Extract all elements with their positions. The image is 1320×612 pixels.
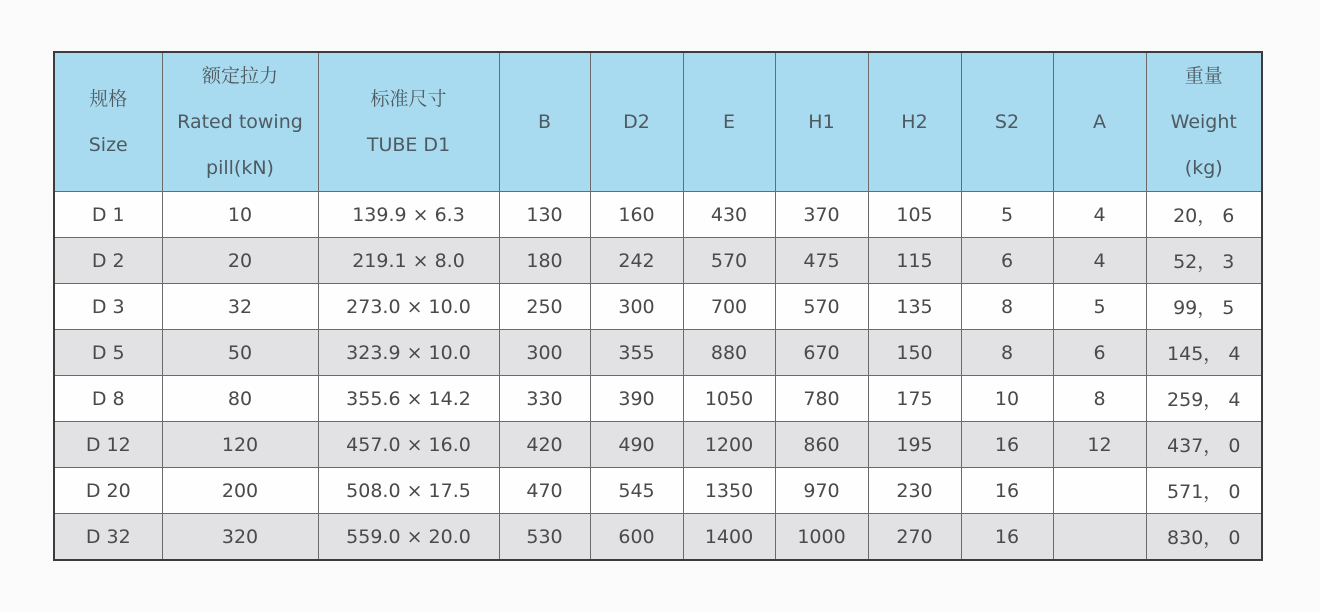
table-row [54,514,1262,561]
size-cell: D 32 [54,514,162,561]
table-row [54,192,1262,238]
tube-d1-cell: 559.0 × 20.0 [318,514,499,561]
e-header [683,52,775,192]
table-row [54,238,1262,284]
rated-towing-cell: 10 [162,192,318,238]
tube-d1-cell: 508.0 × 17.5 [318,468,499,514]
header-line: Size [88,134,128,156]
d2-cell: 490 [590,422,683,468]
rated-towing-cell: 32 [162,284,318,330]
tube-d1-header [318,52,499,192]
header-line: H2 [901,111,928,133]
b-cell: 420 [499,422,590,468]
a-header [1053,52,1146,192]
d2-header [590,52,683,192]
size-cell: D 20 [54,468,162,514]
size-cell: D 5 [54,330,162,376]
s2-cell: 8 [961,284,1053,330]
spec-table [53,51,1263,561]
header-line: 标准尺寸 [370,88,447,110]
b-cell: 180 [499,238,590,284]
h1-cell: 670 [775,330,868,376]
header-line: (kg) [1184,157,1223,179]
size-cell: D 3 [54,284,162,330]
weight-header [1146,52,1262,192]
d2-cell: 355 [590,330,683,376]
s2-cell: 5 [961,192,1053,238]
h2-cell: 230 [868,468,961,514]
s2-cell: 16 [961,468,1053,514]
b-cell: 530 [499,514,590,561]
header-row [54,52,1262,192]
h1-header [775,52,868,192]
header-line: D2 [623,111,650,133]
header-line: E [722,111,735,133]
h2-cell: 270 [868,514,961,561]
rated-towing-cell: 20 [162,238,318,284]
weight-cell: 259， 4 [1146,376,1262,422]
size-cell: D 12 [54,422,162,468]
e-cell: 1050 [683,376,775,422]
b-cell: 250 [499,284,590,330]
h1-cell: 475 [775,238,868,284]
s2-cell: 6 [961,238,1053,284]
h1-cell: 970 [775,468,868,514]
weight-cell: 99， 5 [1146,284,1262,330]
a-cell [1053,514,1146,561]
header-line: 额定拉力 [201,65,278,87]
tube-d1-cell: 355.6 × 14.2 [318,376,499,422]
header-line: Rated towing [177,111,303,133]
tube-d1-cell: 219.1 × 8.0 [318,238,499,284]
e-cell: 430 [683,192,775,238]
header-line: 规格 [89,88,128,110]
h1-cell: 570 [775,284,868,330]
e-cell: 1350 [683,468,775,514]
weight-cell: 571， 0 [1146,468,1262,514]
s2-cell: 16 [961,422,1053,468]
h2-cell: 135 [868,284,961,330]
a-cell [1053,468,1146,514]
header-line: 重量 [1184,65,1223,87]
a-cell: 4 [1053,238,1146,284]
rated-towing-cell: 320 [162,514,318,561]
b-cell: 330 [499,376,590,422]
e-cell: 880 [683,330,775,376]
header-line: Weight [1170,111,1237,133]
rated-towing-cell: 200 [162,468,318,514]
d2-cell: 545 [590,468,683,514]
a-cell: 8 [1053,376,1146,422]
e-cell: 700 [683,284,775,330]
header-line: H1 [808,111,835,133]
b-cell: 470 [499,468,590,514]
s2-cell: 8 [961,330,1053,376]
header-line: S2 [994,111,1020,133]
table-row [54,284,1262,330]
weight-cell: 52， 3 [1146,238,1262,284]
a-cell: 12 [1053,422,1146,468]
size-cell: D 1 [54,192,162,238]
rated-towing-cell: 120 [162,422,318,468]
s2-cell: 10 [961,376,1053,422]
e-cell: 1200 [683,422,775,468]
d2-cell: 242 [590,238,683,284]
tube-d1-cell: 139.9 × 6.3 [318,192,499,238]
e-cell: 1400 [683,514,775,561]
d2-cell: 600 [590,514,683,561]
s2-header [961,52,1053,192]
s2-cell: 16 [961,514,1053,561]
header-line: pill(kN) [206,157,274,179]
weight-cell: 830， 0 [1146,514,1262,561]
size-cell: D 8 [54,376,162,422]
header-line: B [537,111,552,133]
rated-towing-cell: 80 [162,376,318,422]
table-row [54,330,1262,376]
table-row [54,376,1262,422]
weight-cell: 145， 4 [1146,330,1262,376]
h1-cell: 1000 [775,514,868,561]
b-cell: 300 [499,330,590,376]
a-cell: 5 [1053,284,1146,330]
header-line: A [1093,111,1106,133]
a-cell: 6 [1053,330,1146,376]
h1-cell: 780 [775,376,868,422]
rated-towing-header [162,52,318,192]
size-cell: D 2 [54,238,162,284]
a-cell: 4 [1053,192,1146,238]
h2-header [868,52,961,192]
weight-cell: 20， 6 [1146,192,1262,238]
table-header [54,52,1262,192]
d2-cell: 390 [590,376,683,422]
d2-cell: 160 [590,192,683,238]
table-body [54,192,1262,561]
b-cell: 130 [499,192,590,238]
h1-cell: 370 [775,192,868,238]
tube-d1-cell: 323.9 × 10.0 [318,330,499,376]
weight-cell: 437， 0 [1146,422,1262,468]
h2-cell: 175 [868,376,961,422]
h2-cell: 150 [868,330,961,376]
h1-cell: 860 [775,422,868,468]
h2-cell: 115 [868,238,961,284]
e-cell: 570 [683,238,775,284]
b-header [499,52,590,192]
tube-d1-cell: 273.0 × 10.0 [318,284,499,330]
table-row [54,422,1262,468]
h2-cell: 195 [868,422,961,468]
h2-cell: 105 [868,192,961,238]
size-header [54,52,162,192]
rated-towing-cell: 50 [162,330,318,376]
header-line: TUBE D1 [366,134,451,156]
d2-cell: 300 [590,284,683,330]
table-row [54,468,1262,514]
tube-d1-cell: 457.0 × 16.0 [318,422,499,468]
